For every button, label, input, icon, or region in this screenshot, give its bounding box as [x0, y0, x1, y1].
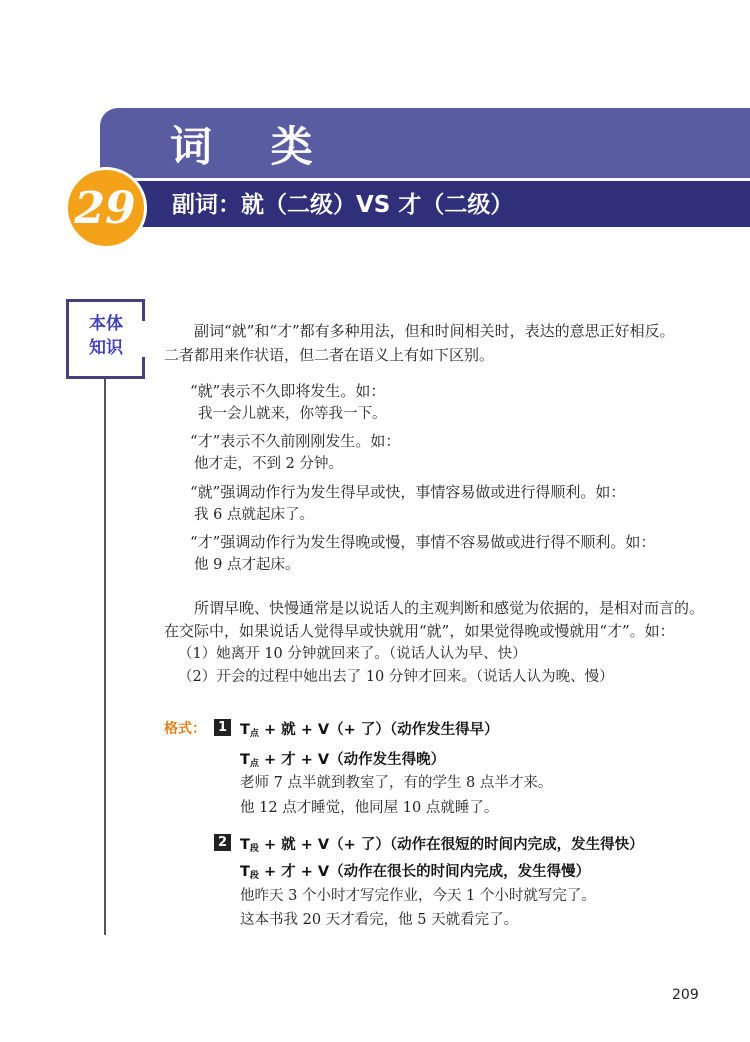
subjective-line-2: 在交际中，如果说话人觉得早或快就用“就”，如果觉得晚或慢就用“才”。如： — [164, 622, 675, 640]
format-pattern: $T_段$ + 才 + V（动作在很长的时间内完成，发生得慢） — [240, 864, 591, 881]
side-label-line-2: 知识 — [89, 338, 123, 358]
format-example: 老师 7 点半就到教室了，有的学生 8 点半才来。 — [240, 775, 553, 791]
chapter-number: 29 — [74, 182, 136, 234]
side-label — [70, 312, 142, 360]
rule-text: “才”表示不久前刚刚发生。如： — [190, 432, 401, 450]
rule-text: “就”表示不久即将发生。如： — [190, 382, 386, 400]
format-number-badge: 1 — [214, 719, 231, 736]
rule-example: 我 6 点就起床了。 — [194, 507, 314, 523]
subjective-line-1: 所谓早晚、快慢通常是以说话人的主观判断和感觉为依据的，是相对而言的。 — [194, 599, 705, 617]
intro-line-2: 二者都用来作状语，但二者在语义上有如下区别。 — [164, 346, 495, 364]
page-number: 209 — [672, 987, 699, 1003]
intro-line-1: 副词“就”和“才”都有多种用法，但和时间相关时，表达的意思正好相反。 — [194, 322, 675, 340]
chapter-title: 词 类 — [170, 122, 335, 171]
format-pattern: $T_点$ + 就 + V（+ 了）（动作发生得早） — [240, 722, 499, 739]
rule-text: “才”强调动作行为发生得晚或慢，事情不容易做或进行得不顺利。如： — [190, 533, 656, 551]
subjective-example: （1）她离开 10 分钟就回来了。（说话人认为早、快） — [178, 646, 527, 662]
format-pattern: $T_段$ + 就 + V（+ 了）（动作在很短的时间内完成，发生得快） — [240, 837, 644, 854]
chapter-number-badge — [65, 167, 147, 249]
side-label-line-1: 本体 — [89, 314, 123, 334]
format-pattern: $T_点$ + 才 + V（动作发生得晚） — [240, 752, 446, 769]
section-subtitle: 副词：就（二级）VS 才（二级） — [172, 192, 514, 218]
rule-text: “就”强调动作行为发生得早或快，事情容易做或进行得顺利。如： — [190, 483, 626, 501]
rule-example: 他才走，不到 2 分钟。 — [194, 456, 343, 472]
format-number-badge: 2 — [214, 834, 231, 851]
format-example: 他 12 点才睡觉，他同屋 10 点就睡了。 — [240, 800, 499, 816]
format-label: 格式： — [164, 721, 206, 737]
side-rule — [104, 379, 106, 935]
format-example: 他昨天 3 个小时才写完作业，今天 1 个小时就写完了。 — [240, 888, 596, 904]
format-example: 这本书我 20 天才看完，他 5 天就看完了。 — [240, 912, 519, 928]
rule-example: 他 9 点才起床。 — [194, 557, 300, 573]
rule-example: 我一会儿就来，你等我一下。 — [198, 406, 387, 422]
subjective-example: （2）开会的过程中她出去了 10 分钟才回来。（说话人认为晚、慢） — [178, 669, 614, 685]
